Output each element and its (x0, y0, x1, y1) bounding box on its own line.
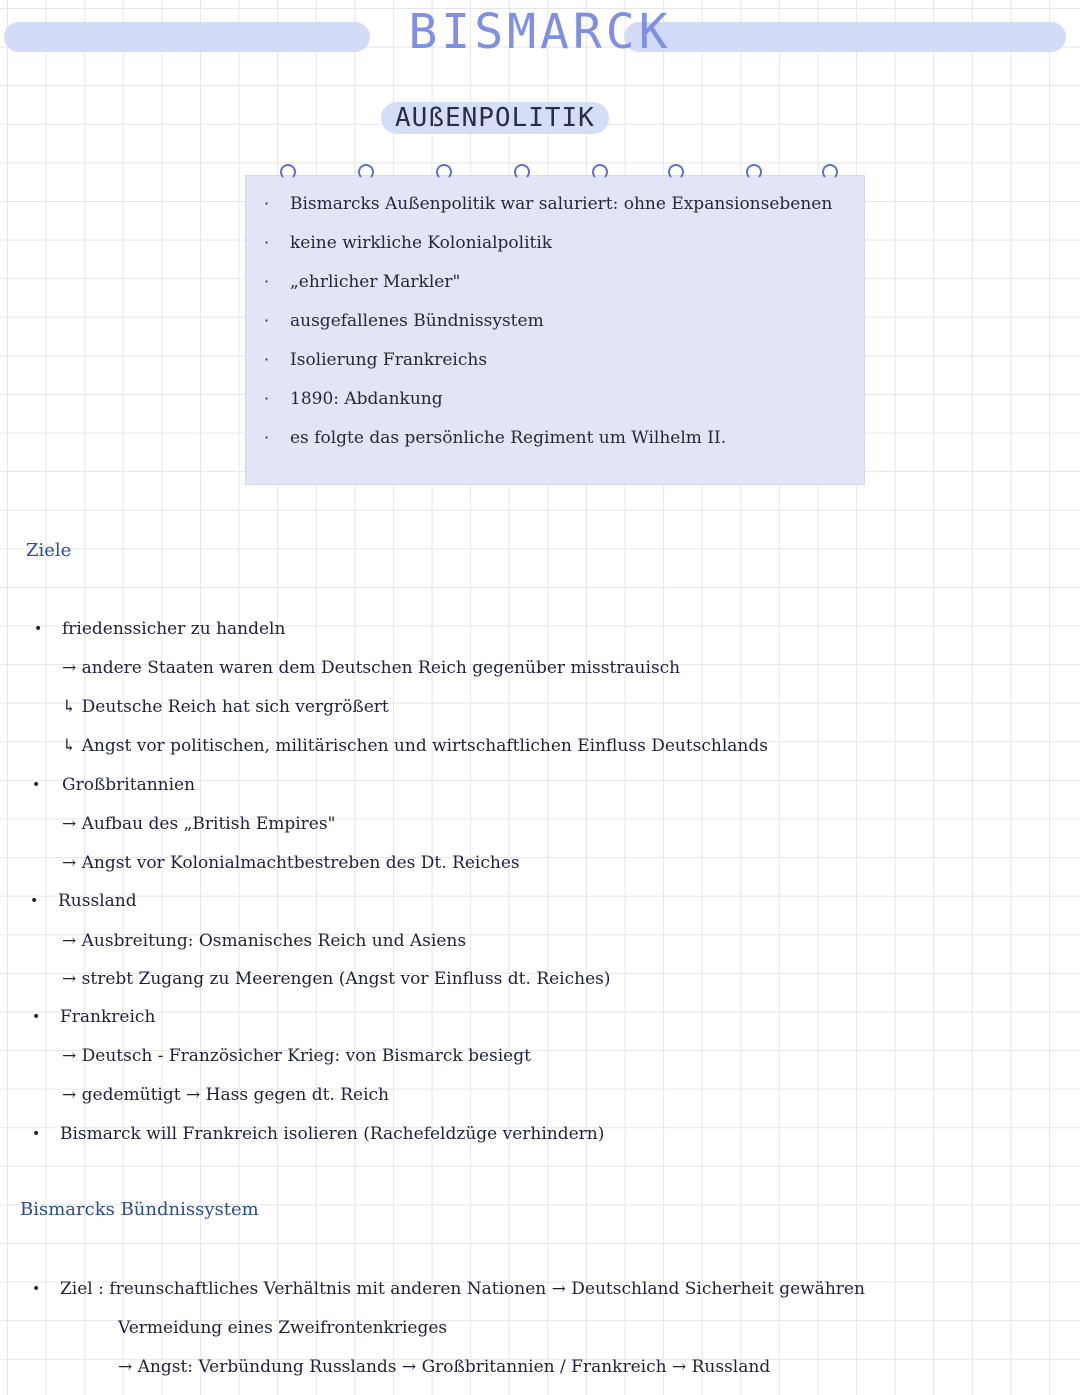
summary-box (245, 175, 865, 485)
summary-item: ausgefallenes Bündnissystem (290, 311, 544, 331)
ring-icon (592, 164, 608, 180)
ring-icon (280, 164, 296, 180)
ziele-line: → Ausbreitung: Osmanisches Reich und Asiens (62, 931, 467, 951)
bullet-icon: · (264, 428, 270, 447)
ziele-line: Bismarck will Frankreich isolieren (Rachefeldzüge verhindern) (60, 1124, 605, 1144)
section-heading-buendnis: Bismarcks Bündnissystem (20, 1199, 259, 1220)
summary-item: Bismarcks Außenpolitik war saluriert: ohne Expansionsebenen (290, 194, 833, 214)
bullet-icon: · (264, 233, 270, 252)
page-title: BISMARCK (408, 4, 672, 60)
ziele-line: → Angst vor Kolonialmachtbestreben des Dt. Reiches (62, 853, 520, 873)
ziele-line: ↳ Deutsche Reich hat sich vergrößert (62, 697, 389, 717)
ziele-line: Frankreich (60, 1007, 156, 1027)
bullet-icon: • (32, 1126, 41, 1142)
bullet-icon: • (32, 1281, 41, 1297)
bullet-icon: • (34, 621, 43, 637)
ziele-line: → Deutsch - Französicher Krieg: von Bismarck besiegt (62, 1046, 531, 1066)
spiral-binding (270, 160, 870, 190)
bullet-icon: · (264, 311, 270, 330)
ziele-line: Russland (58, 891, 137, 911)
ring-icon (514, 164, 530, 180)
ring-icon (668, 164, 684, 180)
ziele-line: ↳ Angst vor politischen, militärischen und wirtschaftlichen Einfluss Deutschlands (62, 736, 768, 756)
summary-item: keine wirkliche Kolonialpolitik (290, 233, 553, 253)
bullet-icon: · (264, 389, 270, 408)
summary-item: Isolierung Frankreichs (290, 350, 488, 370)
section-heading-ziele: Ziele (26, 540, 72, 561)
buendnis-line: Ziel : freunschaftliches Verhältnis mit anderen Nationen → Deutschland Sicherheit gewähren (60, 1279, 865, 1299)
ring-icon (358, 164, 374, 180)
bullet-icon: • (32, 1009, 41, 1025)
bullet-icon: • (30, 893, 39, 909)
summary-item: 1890: Abdankung (290, 389, 443, 409)
page-subtitle: AUßENPOLITIK (381, 102, 609, 134)
ring-icon (746, 164, 762, 180)
buendnis-line: → Angst: Verbündung Russlands → Großbritannien / Frankreich → Russland (118, 1357, 771, 1377)
ziele-line: friedenssicher zu handeln (62, 619, 286, 639)
ziele-line: → andere Staaten waren dem Deutschen Reich gegenüber misstrauisch (62, 658, 681, 678)
bullet-icon: · (264, 194, 270, 213)
ring-icon (436, 164, 452, 180)
bullet-icon: · (264, 272, 270, 291)
ziele-line: Großbritannien (62, 775, 196, 795)
ziele-line: → Aufbau des „British Empires" (62, 814, 336, 834)
summary-item: es folgte das persönliche Regiment um Wilhelm II. (290, 428, 727, 448)
bullet-icon: • (32, 777, 41, 793)
ziele-line: → gedemütigt → Hass gegen dt. Reich (62, 1085, 389, 1105)
summary-item: „ehrlicher Markler" (290, 272, 461, 292)
ziele-line: → strebt Zugang zu Meerengen (Angst vor Einfluss dt. Reiches) (62, 969, 611, 989)
ring-icon (822, 164, 838, 180)
bullet-icon: · (264, 350, 270, 369)
buendnis-line: Vermeidung eines Zweifrontenkrieges (118, 1318, 448, 1338)
